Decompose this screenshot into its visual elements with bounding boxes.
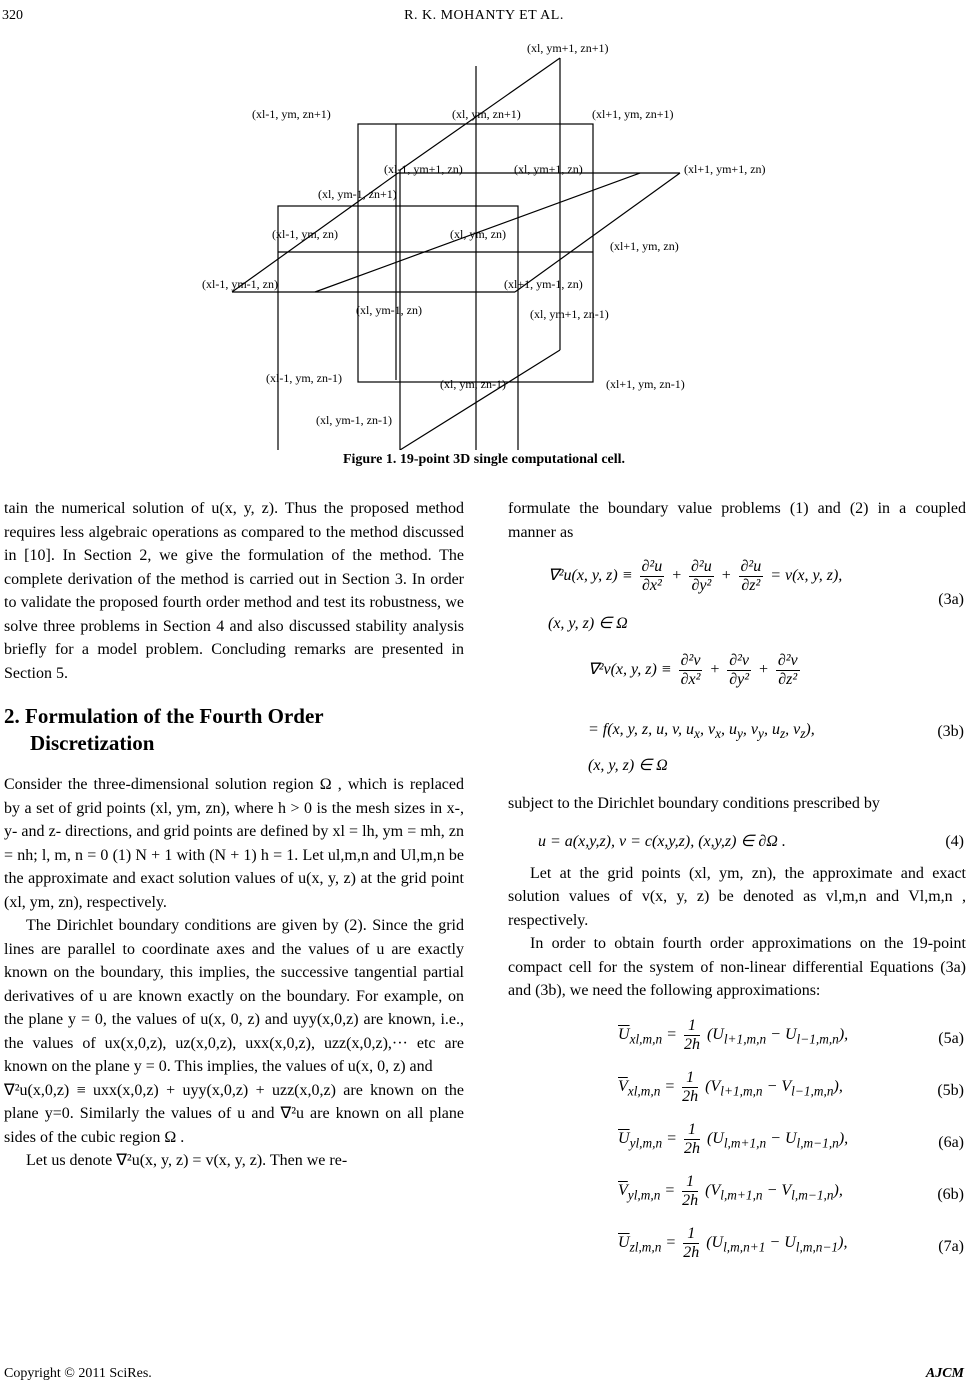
equation-5b: $\overline{V}_{xl,m,n}$ = $\frac{1}{2h}$ $(V_{l+1,m,n} - V_{l-1,m,n})$, (5b) [618, 1068, 964, 1105]
label: (xl, ym, zn+1) [452, 107, 521, 121]
paragraph: Let at the grid points (xl, ym, zn), the approximate and exact solution values of v(x, y, z) be denoted as vl,m,n and Vl,m,n , respectively. [508, 864, 966, 929]
equation-5a: $\overline{U}_{xl,m,n}$ = $\frac{1}{2h}$ $(U_{l+1,m,n} - U_{l-1,m,n})$, (5a) [618, 1016, 964, 1053]
label: (xl+1, ym-1, zn) [504, 277, 583, 291]
label: (xl+1, ym, zn-1) [606, 377, 685, 391]
page-number: 320 [2, 8, 23, 23]
label: (xl-1, ym+1, zn) [384, 162, 463, 176]
left-column [4, 497, 464, 1173]
running-title: R. K. MOHANTY ET AL. [404, 8, 564, 23]
right-column [508, 497, 966, 1273]
equation-7a: $\overline{U}_{zl,m,n}$ = $\frac{1}{2h}$ $(U_{l,m,n+1} - U_{l,m,n-1})$, (7a) [618, 1224, 964, 1261]
label: (xl, ym+1, zn) [514, 162, 583, 176]
label-top: (xl, ym+1, zn+1) [527, 41, 609, 55]
label: (xl-1, ym, zn) [272, 227, 338, 241]
node-labels [202, 41, 766, 427]
label: (xl-1, ym, zn+1) [252, 107, 331, 121]
paragraph: In order to obtain fourth order approximations on the 19-point compact cell for the system of non-linear differential Equations (3a) and (3b), we need the following approximations: [508, 935, 966, 999]
label: (xl-1, ym, zn-1) [266, 371, 342, 385]
copyright: Copyright © 2011 SciRes. [4, 1366, 152, 1381]
paragraph: Let us denote ∇²u(x, y, z) = v(x, y, z). Then we re- [26, 1152, 348, 1169]
label: (xl, ym, zn-1) [440, 377, 506, 391]
section-heading: 2. Formulation of the Fourth Order Discretization [4, 704, 324, 755]
label: (xl, ym-1, zn-1) [316, 413, 392, 427]
label: (xl, ym-1, zn+1) [318, 187, 397, 201]
page-header [0, 8, 968, 28]
computational-cell-figure [0, 30, 968, 450]
label: (xl-1, ym-1, zn) [202, 277, 278, 291]
label: (xl+1, ym, zn) [610, 239, 679, 253]
label: (xl, ym-1, zn) [356, 303, 422, 317]
paragraph: formulate the boundary value problems (1) and (2) in a coupled manner as [508, 500, 966, 541]
paragraph: tain the numerical solution of u(x, y, z). Thus the proposed method requires less algebraic operations as compared to the method discussed in [10]. In Section 2, we give the formulation of the method. The complete derivation of the method is carried out in Section 3. In order to validate the proposed fourth order method and test its robustness, we solve three problems in Section 4 and also discussed stability analysis briefly for a model problem. Concluding remarks are presented in Section 5. [4, 500, 464, 682]
equation-4: u = a(x,y,z), v = c(x,y,z), (x,y,z) ∈ ∂Ω . (4) [538, 832, 964, 850]
label: (xl, ym, zn) [450, 227, 506, 241]
equation-6b: $\overline{V}_{yl,m,n}$ = $\frac{1}{2h}$ $(V_{l,m+1,n} - V_{l,m-1,n})$, (6b) [618, 1172, 964, 1209]
paragraph: subject to the Dirichlet boundary conditions prescribed by [508, 795, 880, 812]
equation-3b: ∇²v(x, y, z) ≡ $\frac{\text{∂²v}}{\text{∂x²}}$ + $\frac{\text{∂²v}}{\text{∂y²}}$ + $\frac{\text{∂²v}}{\text{∂z²}}$ = f(x, y, z, u, v, $u_x$, $v_x$, $u_y$, $v_y$, $u_z$, $v_z$), (x, y, z) ∈ Ω (3b) [588, 652, 964, 774]
paragraph: Consider the three-dimensional solution region Ω , which is replaced by a set of grid points (xl, ym, zn), where h > 0 is the mesh sizes in x-, y- and z- directions, and grid points are defined by xl = lh, ym = mh, zn = nh; l, m, n = 0 (1) N + 1 with (N + 1) h = 1. Let ul,m,n and Ul,m,n be the approximate and exact solution values of u(x, y, z) at the grid point (xl, ym, zn), respectively. [4, 776, 464, 911]
label: (xl+1, ym, zn+1) [592, 107, 674, 121]
equation-3a: ∇²u(x, y, z) ≡ $\frac{\text{∂²u}}{\text{∂x²}}$ + $\frac{\text{∂²u}}{\text{∂y²}}$ + $\frac{\text{∂²u}}{\text{∂z²}}$ = v(x, y, z), (x, y, z) ∈ Ω (3a) [548, 558, 964, 632]
paragraph: ∇²u(x,0,z) ≡ uxx(x,0,z) + uyy(x,0,z) + uzz(x,0,z) are known on the plane y=0. Similarly the values of u and ∇²u are known on all plane sides of the cubic region Ω . [4, 1081, 464, 1146]
label: (xl+1, ym+1, zn) [684, 162, 766, 176]
paragraph: The Dirichlet boundary conditions are given by (2). Since the grid lines are parallel to coordinate axes and the values of u are exactly known on the boundary, this implies, the successive tangential partial derivatives of u are known exactly on the boundary. For example, on the plane y = 0, the values of u(x, 0, z) and uyy(x,0,z) are known, i.e., the values of ux(x,0,z), uz(x,0,z), uxx(x,0,z), uzz(x,0,z),··· etc are known on the plane y = 0. This implies, the values of u(x, 0, z) and [4, 917, 464, 1075]
journal-name: AJCM [925, 1366, 964, 1381]
page-footer [0, 1366, 968, 1384]
equation-6a: $\overline{U}_{yl,m,n}$ = $\frac{1}{2h}$ $(U_{l,m+1,n} - U_{l,m-1,n})$, (6a) [618, 1120, 964, 1157]
figure-caption: Figure 1. 19-point 3D single computational cell. [342, 452, 626, 467]
label: (xl, ym+1, zn-1) [530, 307, 609, 321]
